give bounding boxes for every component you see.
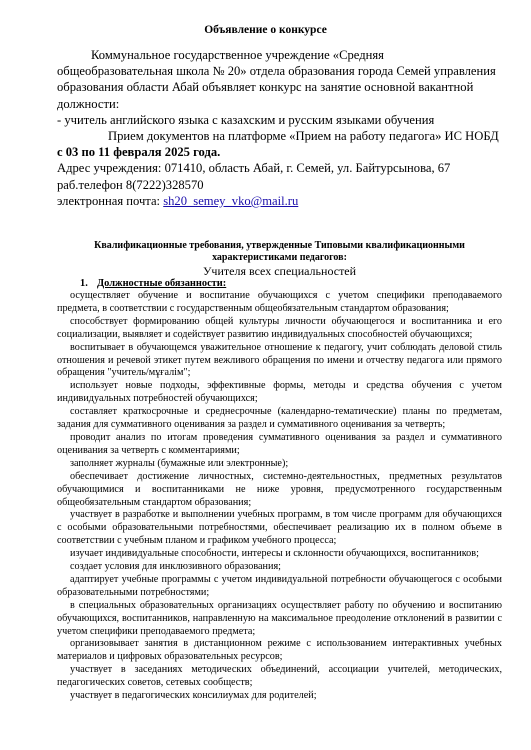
- email-label: электронная почта:: [57, 193, 164, 208]
- vacancy-position: - учитель английского языка с казахским и русским языками обучения: [57, 112, 435, 127]
- duty-item: изучает индивидуальные способности, интересы и склонности обучающихся, воспитанников;: [70, 548, 479, 560]
- duty-item: адаптирует учебные программы с учетом индивидуальной потребности обучающегося с особыми образовательными потребностями;: [57, 573, 502, 598]
- duty-item: организовывает занятия в дистанционном режиме с использованием интерактивных учебных материалов и цифровых образовательных ресурсов;: [57, 638, 502, 663]
- duty-item: проводит анализ по итогам проведения суммативного оценивания за раздел и суммативного оценивания за четверть с комментариями;: [57, 431, 502, 456]
- duty-item: осуществляет обучение и воспитание обучающихся с учетом специфики преподаваемого предмета, в соответствии с государственным общеобязательным стандартом образования;: [57, 290, 502, 314]
- institution-address: Адрес учреждения: 071410, область Абай, г. Семей, ул. Байтурсынова, 67: [57, 161, 451, 176]
- work-phone: раб.телефон 8(7222)328570: [57, 177, 204, 192]
- email-line: [57, 193, 502, 209]
- duty-item: заполняет журналы (бумажные или электронные);: [70, 457, 289, 469]
- acceptance-text: Прием документов на платформе «Прием на работу педагога» ИС НОБД: [108, 129, 499, 144]
- duty-item: использует новые подходы, эффективные формы, методы и средства обучения с учетом индивидуальных потребностей обучающихся;: [57, 380, 502, 405]
- duties-heading: [80, 278, 226, 289]
- duty-item: способствует формированию общей культуры личности обучающегося и воспитанника и его социализации, выявляет и содействует развитию индивидуальных способностей обучающихся;: [57, 315, 502, 340]
- duty-item: создает условия для инклюзивного образования;: [70, 561, 281, 573]
- duty-item: обеспечивает достижение личностных, системно-деятельностных, предметных результатов обучающимися и воспитанниками не ниже уровня, предусмотренного государственным общеобязательным стандартом образования;: [57, 470, 502, 508]
- duty-item: в специальных образовательных организациях осуществляет работу по обучению и воспитанию обучающихся, воспитанников, направленную на максимальное преодоление отклонений в развитии с учетом специфики преподаваемого предмета;: [57, 599, 502, 637]
- duties-number: 1.: [80, 278, 88, 289]
- email-link[interactable]: sh20_semey_vko@mail.ru: [163, 193, 299, 208]
- duties-list: [57, 290, 502, 703]
- page-title: Объявление о конкурсе: [204, 24, 327, 36]
- duty-item: участвует в разработке и выполнении учебных программ, в том числе программ для обучающихся с особыми образовательными потребностями, обеспечивает реализацию их в полном объеме в соответствии с учебным планом и графиком учебного процесса;: [57, 509, 502, 547]
- acceptance-dates: с 03 по 11 февраля 2025 года.: [57, 145, 221, 160]
- duty-item: составляет краткосрочные и среднесрочные (календарно-тематические) планы по предметам, задания для суммативного оценивания за раздел и суммативного оценивания за четверть;: [57, 406, 502, 431]
- qualifications-heading: Квалификационные требования, утвержденные Типовыми квалификационными характеристиками педагогов:: [94, 240, 465, 263]
- duty-item: воспитывает в обучающемся уважительное отношение к педагогу, учит соблюдать деловой стиль отношения и речевой этикет путем вежливого обращения по имени и отчеству педагога или прямого обращения "учитель/мұғалім";: [57, 341, 502, 379]
- teachers-heading: Учителя всех специальностей: [202, 264, 357, 278]
- duty-item: участвует в педагогических консилиумах для родителей;: [70, 690, 317, 702]
- announcement-block: [57, 47, 502, 209]
- duties-label: Должностные обязанности:: [97, 278, 227, 289]
- announcement-text: Коммунальное государственное учреждение «Средняя общеобразовательная школа № 20» отдела образования города Семей управления образования области Абай объявляет конкурс на занятие основной вакантной должности:: [57, 48, 496, 111]
- duty-item: участвует в заседаниях методических объединений, ассоциации учителей, методических, педагогических советов, сетевых сообществ;: [57, 664, 502, 689]
